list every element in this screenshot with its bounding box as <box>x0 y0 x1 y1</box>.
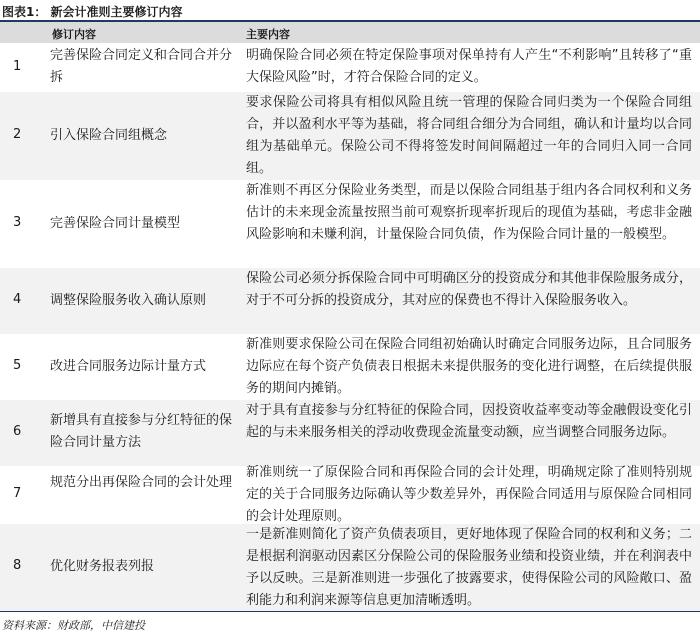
row-item: 规范分出再保险合同的会计处理 <box>50 475 233 490</box>
row-number: 8 <box>13 558 22 573</box>
row-content: 新准则不再区分保险业务类型，而是以保险合同组基于组内各合同权利和义务估计的未来现金流量按照当前可观察折现率折现后的现值为基础，考虑非金融风险影响和未赚利润，计量保险合同负债，作为保险合同计量的一般模型。 <box>246 183 692 242</box>
source-note: 资料来源：财政部，中信建投 <box>2 619 145 632</box>
row-content: 保险公司必须分拆保险合同中可明确区分的投资成分和其他非保险服务成分，对于不可分拆的投资成分，其对应的保费也不得计入保险服务收入。 <box>246 271 692 308</box>
row-number: 1 <box>13 59 22 74</box>
table-row <box>0 466 700 524</box>
header-content: 主要内容 <box>246 28 290 41</box>
row-item: 引入保险合同组概念 <box>50 128 168 143</box>
row-item: 完善保险合同定义和合同合并分拆 <box>50 48 233 85</box>
row-content: 明确保险合同必须在特定保险事项对保单持有人产生“不利影响”且转移了“重大保险风险”时，才符合保险合同的定义。 <box>246 48 692 85</box>
row-content: 新准则要求保险公司在保险合同组初始确认时确定合同服务边际，且合同服务边际应在每个资产负债表日根据未来提供服务的变化进行调整，在后续提供服务的期间内摊销。 <box>246 337 692 396</box>
table-bottom-rule <box>0 611 700 612</box>
row-item: 改进合同服务边际计量方式 <box>50 359 207 374</box>
row-number: 5 <box>13 358 22 373</box>
figure-title: 图表1： 新会计准则主要修订内容 <box>2 5 183 19</box>
row-number: 7 <box>13 486 22 501</box>
row-item: 调整保险服务收入确认原则 <box>50 293 207 308</box>
row-content: 对于具有直接参与分红特征的保险合同，因投资收益率变动等金融假设变化引起的与未来服务相关的浮动收费现金流量变动额，应当调整合同服务边际。 <box>246 403 692 440</box>
table-header <box>0 22 700 43</box>
row-number: 6 <box>13 424 22 439</box>
row-item: 完善保险合同计量模型 <box>50 216 181 231</box>
row-number: 2 <box>13 127 22 142</box>
row-content: 新准则统一了原保险合同和再保险合同的会计处理，明确规定除了准则特别规定的关于合同服务边际确认等少数差异外，再保险合同适用与原保险合同相同的会计处理原则。 <box>246 465 692 524</box>
table-row <box>0 524 700 611</box>
table-row <box>0 92 700 180</box>
row-content: 要求保险公司将具有相似风险且统一管理的保险合同归类为一个保险合同组合，并以盈利水平等为基础，将合同组合细分为合同组，确认和计量均以合同组为基础单元。保险公司不得将签发时间间隔超过一年的合同归入同一合同组。 <box>246 95 692 176</box>
row-number: 4 <box>13 292 22 307</box>
table-row <box>0 400 700 466</box>
table-row <box>0 268 700 334</box>
header-revision: 修订内容 <box>52 28 96 41</box>
row-item: 优化财务报表列报 <box>50 559 155 574</box>
figure-title-bar <box>0 0 700 22</box>
row-number: 3 <box>13 215 22 230</box>
table-row <box>0 180 700 268</box>
row-item: 新增具有直接参与分红特征的保险合同计量方法 <box>50 413 233 450</box>
table-row <box>0 334 700 400</box>
table-row <box>0 43 700 92</box>
row-content: 一是新准则简化了资产负债表项目，更好地体现了保险合同的权利和义务；二是根据利润驱动因素区分保险公司的保险服务业绩和投资业绩，并在利润表中予以反映。三是新准则进一步强化了披露要求，使得保险公司的风险敞口、盈利能力和利润来源等信息更加清晰透明。 <box>246 527 692 608</box>
